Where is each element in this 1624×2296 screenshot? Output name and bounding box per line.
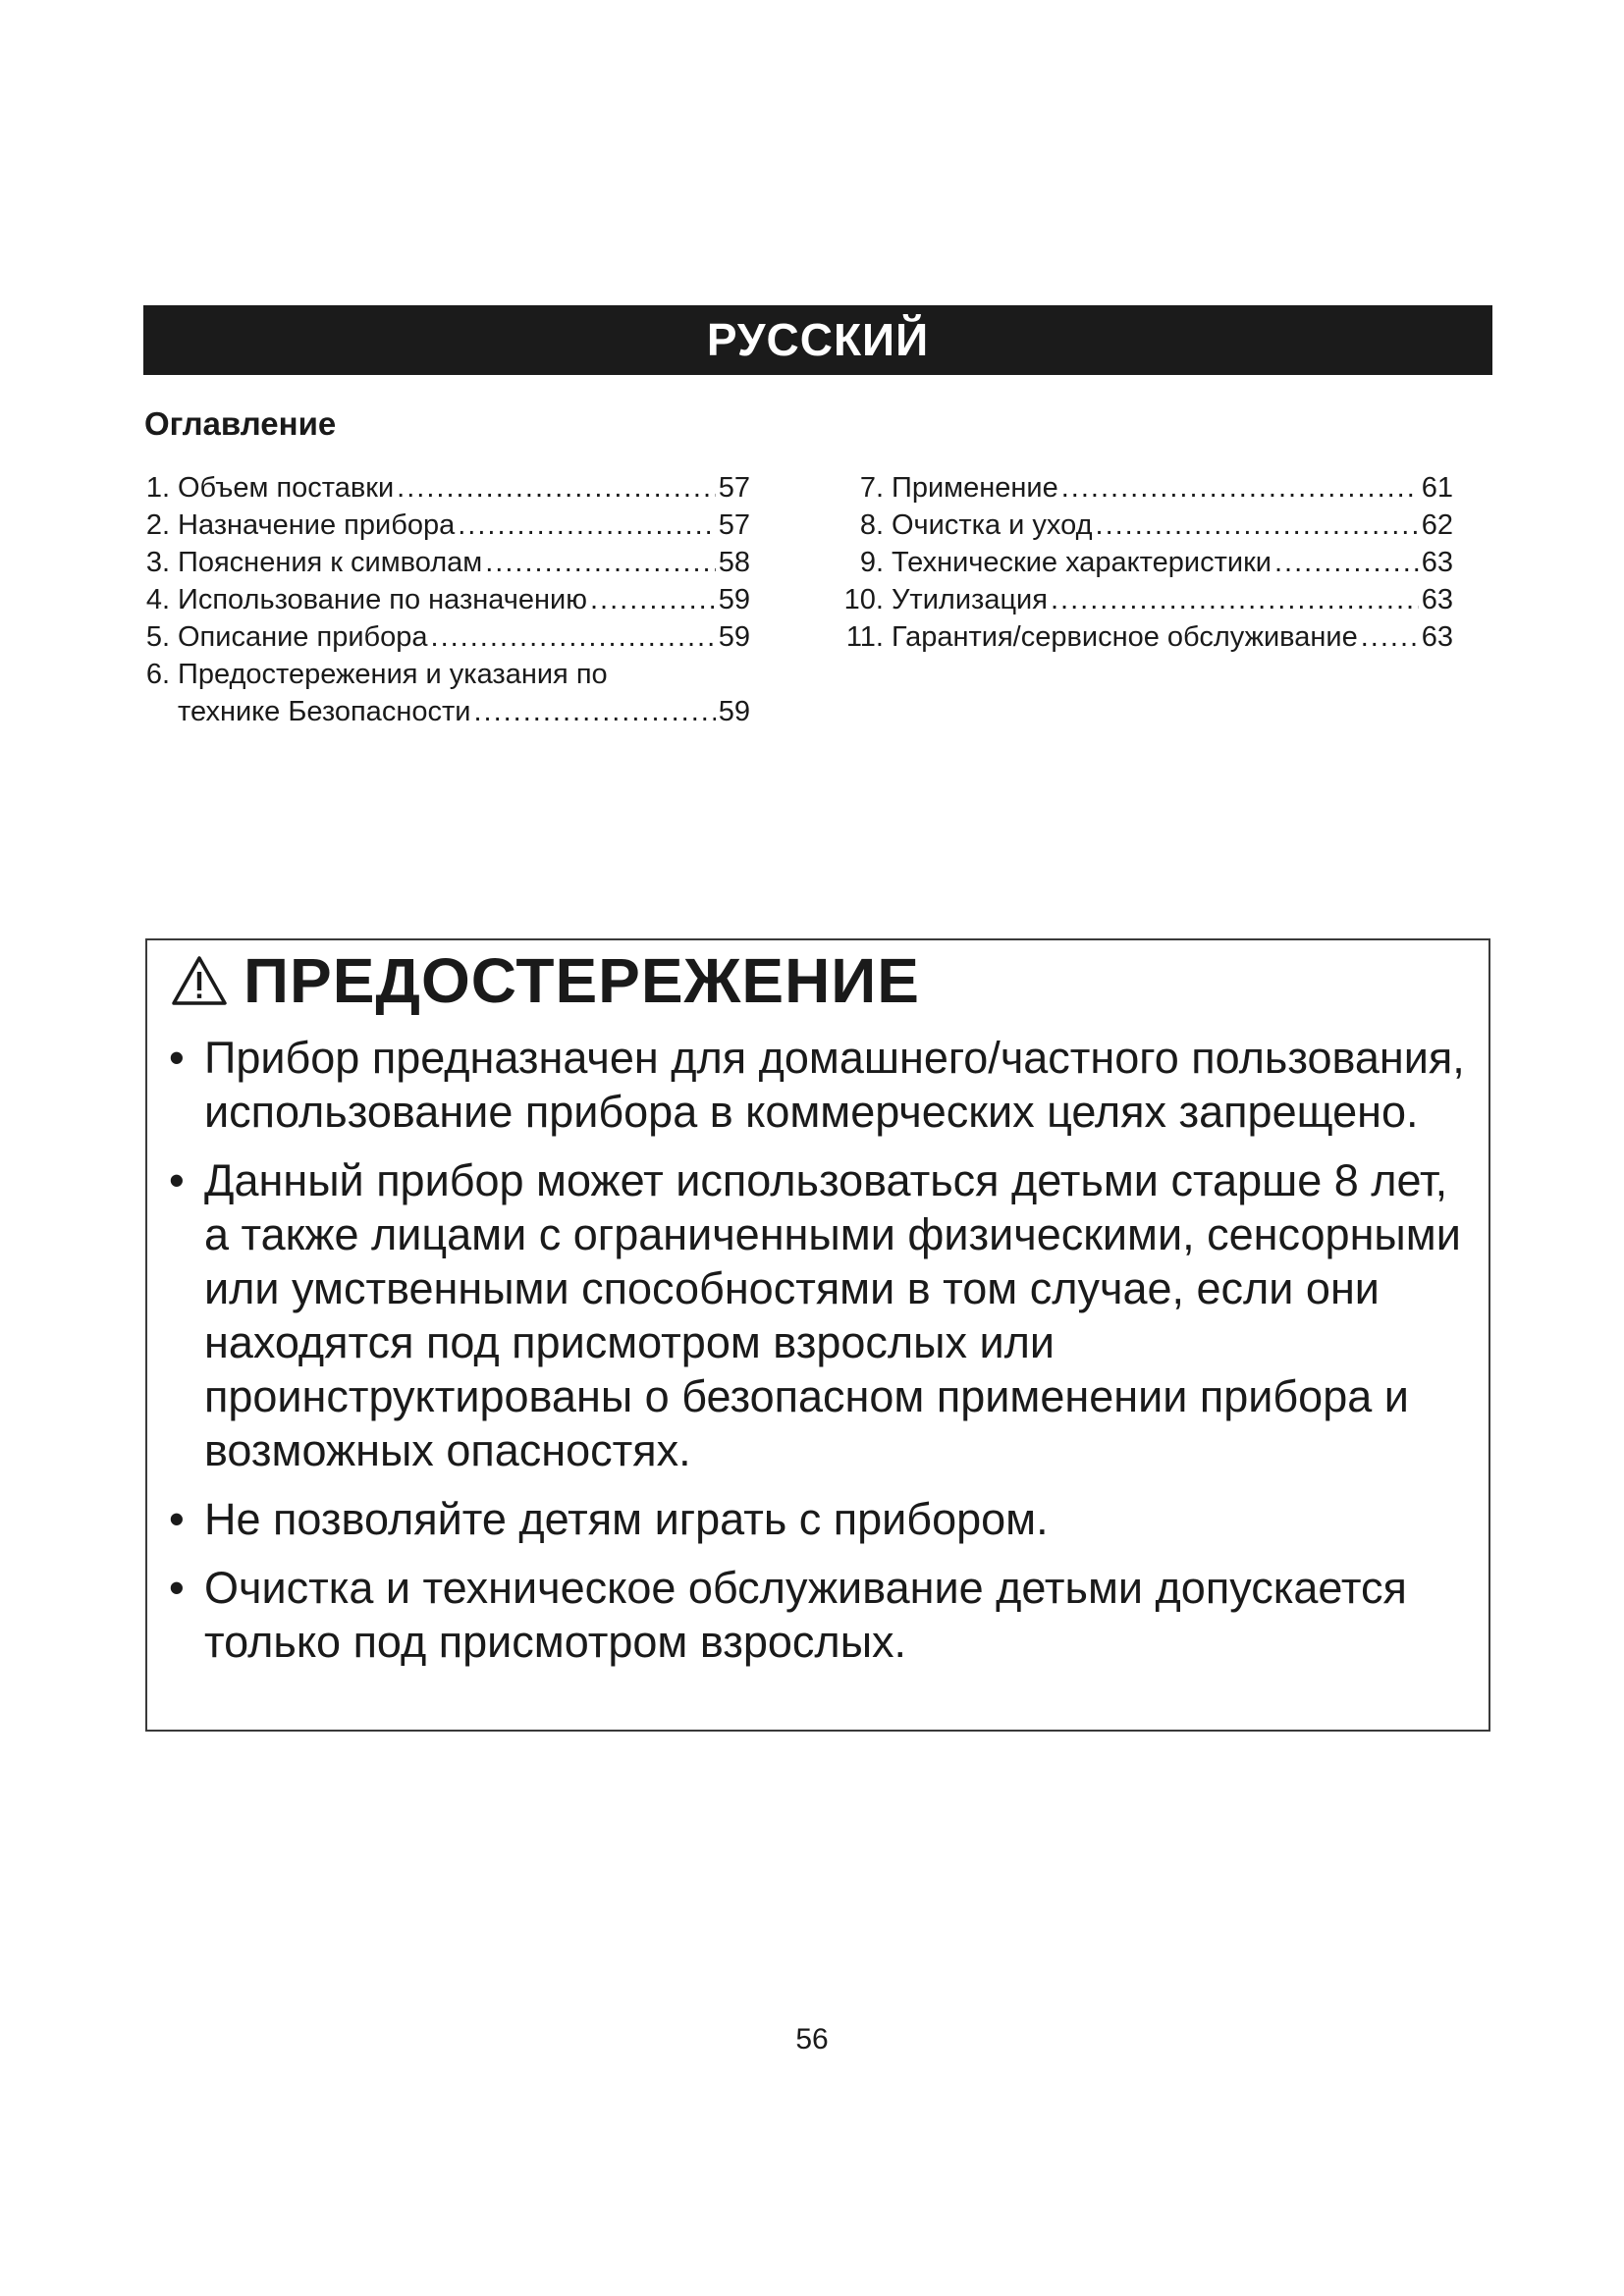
bullet-icon: • <box>169 1563 185 1613</box>
toc-entry-label: Гарантия/сервисное обслуживание <box>892 621 1358 653</box>
warning-title: ПРЕДОСТЕРЕЖЕНИЕ <box>244 945 920 1016</box>
toc-entry-page: 62 <box>1421 509 1453 541</box>
toc-entry-page: 59 <box>718 696 750 727</box>
toc-entry <box>143 618 750 656</box>
toc-entry-label: Объем поставки <box>178 472 395 504</box>
toc-entry-number: 8. <box>859 509 884 541</box>
toc-entry-page: 63 <box>1421 621 1453 653</box>
toc-dot-leader <box>1274 544 1419 581</box>
toc-entry <box>835 507 1453 544</box>
toc-entry <box>835 618 1453 656</box>
toc-entry-label: Применение <box>892 472 1058 504</box>
toc-entry <box>835 544 1453 581</box>
toc-dot-leader <box>458 507 716 544</box>
toc-entry-page: 61 <box>1421 472 1453 504</box>
language-header-bar: РУССКИЙ <box>143 305 1492 375</box>
toc-entry-label: Пояснения к символам <box>178 547 483 578</box>
toc-dot-leader <box>397 469 716 507</box>
toc-entry <box>835 581 1453 618</box>
warning-item-text: Прибор предназначен для домашнего/частного пользования, использование прибора в коммерческих целях запрещено. <box>204 1033 1465 1137</box>
toc-entry-number: 1. <box>145 472 170 504</box>
toc-entry-number: 10. <box>843 584 884 615</box>
warning-box <box>145 938 1490 1732</box>
toc-entry-page: 63 <box>1421 547 1453 578</box>
toc-entry <box>143 581 750 618</box>
toc-dot-leader <box>1096 507 1419 544</box>
toc-left-column <box>143 469 750 730</box>
toc-entry-number: 11. <box>845 621 884 653</box>
toc-entry-page: 57 <box>718 472 750 504</box>
page-number: 56 <box>795 2023 829 2056</box>
toc-entry-page: 57 <box>718 509 750 541</box>
toc-entry-page: 63 <box>1421 584 1453 615</box>
toc-entry-label: Утилизация <box>892 584 1048 615</box>
toc-right-column <box>835 469 1453 656</box>
warning-heading <box>171 944 920 1017</box>
toc-entry-number: 5. <box>145 621 170 653</box>
toc-dot-leader <box>1051 581 1419 618</box>
toc-entry-page: 59 <box>718 621 750 653</box>
toc-entry-page: 59 <box>718 584 750 615</box>
toc-entry-number: 3. <box>145 547 170 578</box>
warning-item <box>167 1153 1483 1477</box>
toc-entry <box>143 544 750 581</box>
toc-entry <box>143 656 750 693</box>
toc-dot-leader <box>590 581 716 618</box>
warning-item <box>167 1561 1483 1669</box>
toc-entry-label: Предостережения и указания по <box>178 659 608 690</box>
toc-entry-label: Использование по назначению <box>178 584 587 615</box>
toc-entry-label: Описание прибора <box>178 621 428 653</box>
warning-item <box>167 1492 1483 1546</box>
toc-entry-label: Технические характеристики <box>892 547 1272 578</box>
warning-item-text: Не позволяйте детям играть с прибором. <box>204 1494 1049 1544</box>
toc-entry-page: 58 <box>718 547 750 578</box>
bullet-icon: • <box>169 1033 185 1083</box>
toc-title: Оглавление <box>144 405 337 442</box>
warning-item <box>167 1031 1483 1139</box>
toc-entry-number: 9. <box>859 547 884 578</box>
bullet-icon: • <box>169 1494 185 1544</box>
toc-entry-number: 7. <box>859 472 884 504</box>
toc-dot-leader <box>485 544 715 581</box>
warning-item-text: Данный прибор может использоваться детьми старше 8 лет, а также лицами с ограниченными физическими, сенсорными или умственными способностями в том случае, если они находятся под присмотром взрослых или проинструктированы о безопасном применении прибора и возможных опасностях. <box>204 1155 1461 1475</box>
toc-entry-number: 2. <box>145 509 170 541</box>
warning-list <box>167 1031 1483 1683</box>
toc-entry-continuation <box>143 693 750 730</box>
toc-dot-leader <box>473 693 715 730</box>
toc-entry-label: технике Безопасности <box>178 696 471 727</box>
toc-entry <box>143 507 750 544</box>
warning-item-text: Очистка и техническое обслуживание детьми допускается только под присмотром взрослых. <box>204 1563 1407 1667</box>
toc-entry <box>143 469 750 507</box>
bullet-icon: • <box>169 1155 185 1205</box>
toc-entry-label: Назначение прибора <box>178 509 456 541</box>
toc-entry <box>835 469 1453 507</box>
toc-dot-leader <box>431 618 716 656</box>
toc-entry-label: Очистка и уход <box>892 509 1093 541</box>
toc-dot-leader <box>1061 469 1419 507</box>
toc-entry-number: 6. <box>145 659 170 690</box>
toc-dot-leader <box>1361 618 1419 656</box>
toc-entry-number: 4. <box>145 584 170 615</box>
warning-triangle-icon <box>171 955 228 1006</box>
